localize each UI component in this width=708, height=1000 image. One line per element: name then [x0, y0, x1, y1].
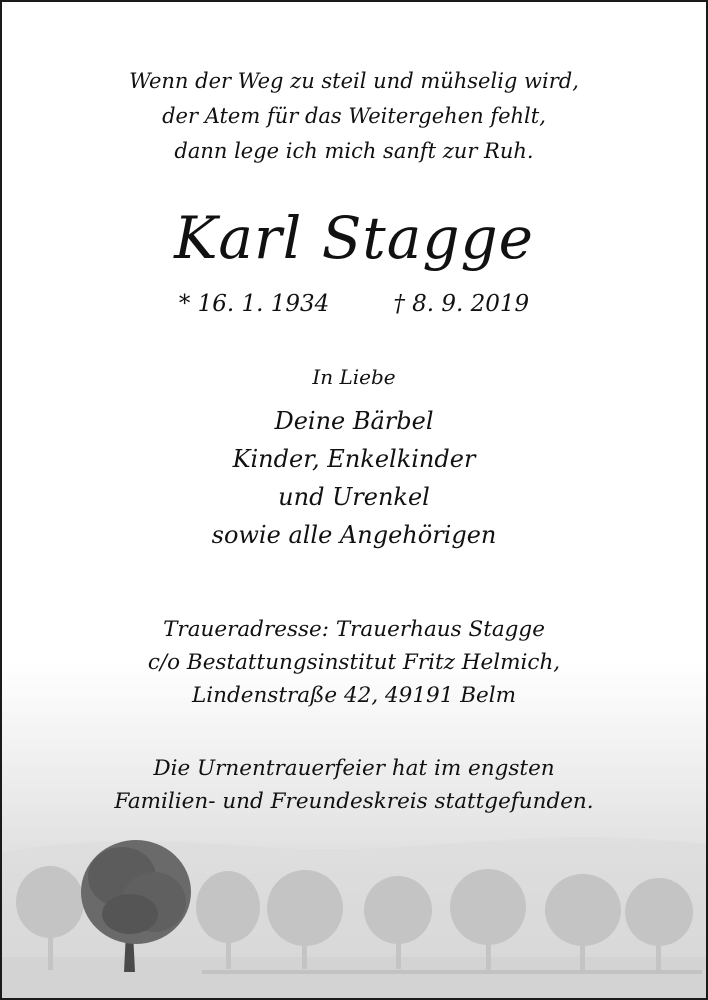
poem-line: Wenn der Weg zu steil und mühselig wird, — [129, 69, 579, 93]
note-line: Die Urnentrauerfeier hat im engsten — [153, 756, 555, 781]
poem — [2, 64, 706, 169]
life-dates — [2, 288, 706, 320]
note-line: Familien- und Freundeskreis stattgefunden. — [114, 789, 594, 814]
mourner-line: und Urenkel — [278, 483, 430, 511]
deceased-name: Karl Stagge — [174, 204, 534, 272]
address-line: Lindenstraße 42, 49191 Belm — [191, 683, 517, 708]
ceremony-note — [2, 752, 706, 818]
address-line: c/o Bestattungsinstitut Fritz Helmich, — [147, 650, 561, 675]
mourner-line: sowie alle Angehörigen — [211, 521, 497, 549]
in-love-label: In Liebe — [312, 365, 396, 389]
poem-line: dann lege ich mich sanft zur Ruh. — [174, 139, 534, 163]
address-line: Traueradresse: Trauerhaus Stagge — [163, 617, 545, 642]
mourners-list — [2, 402, 706, 554]
poem-line: der Atem für das Weitergehen fehlt, — [162, 104, 546, 128]
death-date: † 8. 9. 2019 — [393, 291, 530, 317]
mourner-line: Deine Bärbel — [274, 407, 434, 435]
mourning-address — [2, 613, 706, 712]
birth-date: * 16. 1. 1934 — [178, 291, 330, 317]
mourner-line: Kinder, Enkelkinder — [232, 445, 476, 473]
